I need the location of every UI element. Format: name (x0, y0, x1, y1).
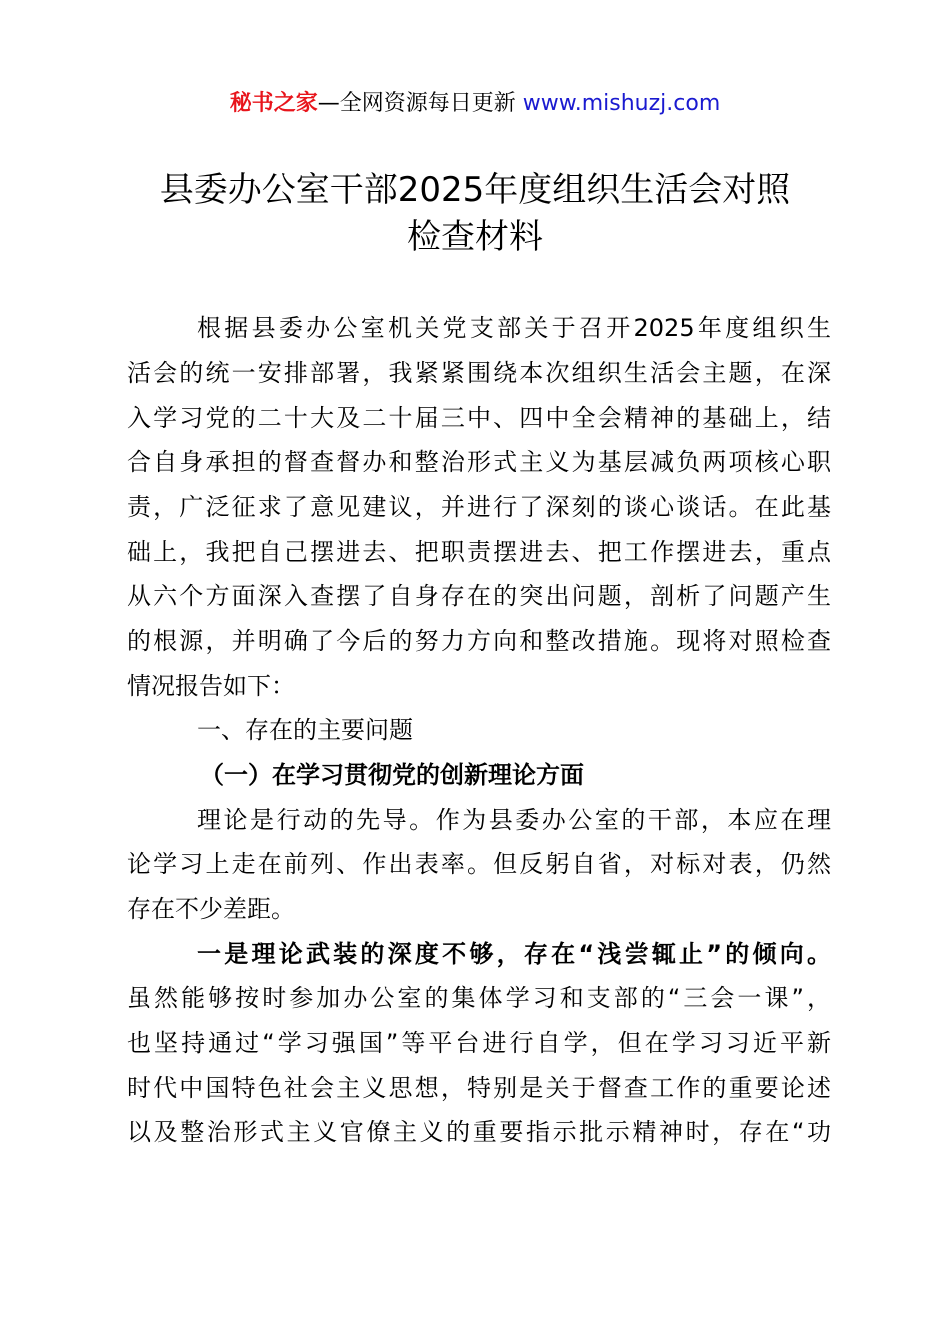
paragraph-line: 情况报告如下： (127, 672, 295, 700)
bold-point-heading: 一是理论武装的深度不够，存在“浅尝辄止”的倾向。 (197, 940, 831, 968)
paragraph-line: 础上，我把自己摆进去、把职责摆进去、把工作摆进去，重点 (127, 538, 831, 566)
watermark-banner (0, 88, 950, 120)
paragraph-line: 活会的统一安排部署，我紧紧围绕本次组织生活会主题，在深 (127, 359, 831, 387)
paragraph-line: 从六个方面深入查摆了自身存在的突出问题，剖析了问题产生 (127, 582, 831, 610)
paragraph-line: 责，广泛征求了意见建议，并进行了深刻的谈心谈话。在此基 (127, 493, 831, 521)
brand-name: 秘书之家 (229, 91, 318, 116)
paragraph-line: 存在不少差距。 (127, 895, 295, 923)
paragraph-line: 论学习上走在前列、作出表率。但反躬自省，对标对表，仍然 (127, 850, 831, 878)
paragraph-line: 时代中国特色社会主义思想，特别是关于督查工作的重要论述 (127, 1074, 831, 1102)
banner-tagline: —全网资源每日更新 (317, 91, 523, 116)
paragraph-line: 以及整治形式主义官僚主义的重要指示批示精神时，存在“功 (127, 1118, 831, 1146)
paragraph-line: 的根源，并明确了今后的努力方向和整改措施。现将对照检查 (127, 627, 831, 655)
paragraph-line: 也坚持通过“学习强国”等平台进行自学，但在学习习近平新 (127, 1029, 831, 1057)
subsection-heading: （一）在学习贯彻党的创新理论方面 (200, 761, 584, 789)
document-title-line-1: 县委办公室干部2025年度组织生活会对照 (159, 170, 791, 210)
site-url-link[interactable]: www.mishuzj.com (522, 91, 721, 116)
paragraph-line: 虽然能够按时参加办公室的集体学习和支部的“三会一课”， (127, 984, 831, 1012)
section-heading: 一、存在的主要问题 (197, 716, 413, 744)
document-title-line-2: 检查材料 (407, 217, 543, 257)
paragraph-line: 入学习党的二十大及二十届三中、四中全会精神的基础上，结 (127, 404, 831, 432)
paragraph-line: 合自身承担的督查督办和整治形式主义为基层减负两项核心职 (127, 448, 831, 476)
paragraph-line: 理论是行动的先导。作为县委办公室的干部，本应在理 (197, 806, 831, 834)
paragraph-line: 根据县委办公室机关党支部关于召开2025年度组织生 (197, 314, 831, 342)
